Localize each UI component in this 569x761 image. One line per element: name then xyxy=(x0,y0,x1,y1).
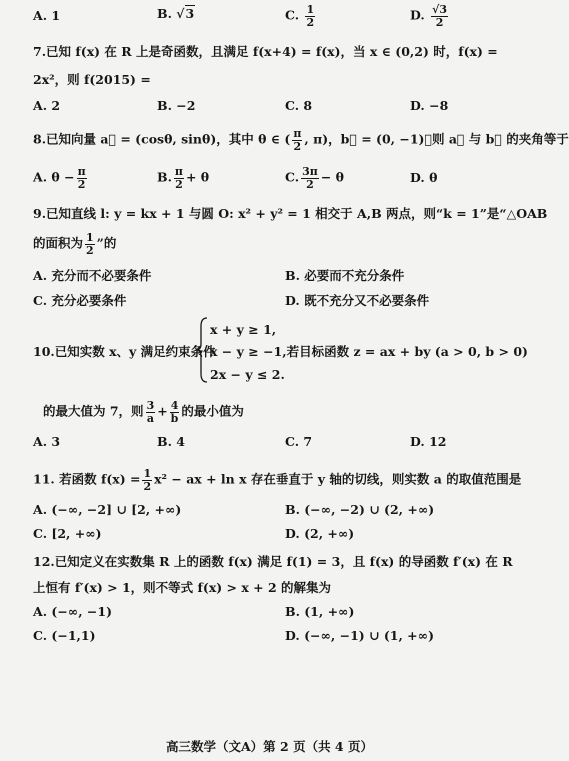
q6-option-d-fraction xyxy=(431,4,448,28)
q6-option-b-radicand: 3 xyxy=(185,6,195,21)
q8-option-a-pre: A. θ − xyxy=(33,169,75,185)
q12-option-c: C. (−1,1) xyxy=(33,628,96,643)
q9-stem-line2 xyxy=(33,232,116,256)
q11-option-b: B. (−∞, −2) ∪ (2, +∞) xyxy=(285,502,435,517)
q6-option-d xyxy=(410,4,450,28)
q10-stem-line4 xyxy=(43,400,244,424)
q11-stem xyxy=(33,468,521,492)
q8-option-b-num: π xyxy=(174,165,183,178)
q10-option-d: D. 12 xyxy=(410,434,447,449)
q8-option-c-post: − θ xyxy=(320,169,344,185)
q11-option-a: A. (−∞, −2] ∪ [2, +∞) xyxy=(33,502,182,517)
q8-option-a-fraction xyxy=(77,166,87,190)
q8-option-a xyxy=(33,166,89,190)
q10-fraction-1-num: 3 xyxy=(146,399,155,412)
q9-stem-fraction xyxy=(85,232,95,256)
q8-stem-den: 2 xyxy=(293,139,302,153)
q6-option-d-den: 2 xyxy=(435,15,444,29)
q6-option-c xyxy=(285,4,317,28)
q9-stem-den: 2 xyxy=(86,243,94,257)
q6-option-d-num: √3 xyxy=(432,3,447,16)
q11-stem-num: 1 xyxy=(143,467,152,480)
q10-stem-line4-pre: 的最大值为 7，则 xyxy=(43,403,144,419)
q6-option-c-den: 2 xyxy=(306,15,315,29)
q6-option-c-label: C. xyxy=(285,7,300,23)
q10-fraction-2 xyxy=(170,400,180,424)
q10-constraint-2: x − y ≥ −1,若目标函数 z = ax + by (a > 0, b > 0) xyxy=(210,344,528,359)
q10-constraint-3: 2x − y ≤ 2. xyxy=(210,367,285,382)
q9-stem-line1: 9.已知直线 l: y = kx + 1 与圆 O: x² + y² = 1 相交于 A,B 两点，则“k = 1”是“△OAB xyxy=(33,206,548,221)
q6-option-c-fraction xyxy=(305,4,315,28)
q7-option-b: B. −2 xyxy=(157,98,196,113)
q7-option-a: A. 2 xyxy=(33,98,61,113)
q9-option-b: B. 必要而不充分条件 xyxy=(285,268,405,283)
q8-option-c-den: 2 xyxy=(306,177,314,191)
q10-stem-pre: 10.已知实数 x、y 满足约束条件 xyxy=(33,344,216,359)
q8-option-c-num: 3π xyxy=(302,165,318,178)
q7-stem-line2: 2x²，则 f(2015) = xyxy=(33,72,151,87)
q6-option-b-label: B. xyxy=(157,6,172,21)
q10-fraction-2-num: 4 xyxy=(170,399,179,412)
q11-option-d: D. (2, +∞) xyxy=(285,526,355,541)
q8-option-d: D. θ xyxy=(410,170,438,185)
q10-fraction-1-den: a xyxy=(146,411,154,425)
q9-option-a: A. 充分而不必要条件 xyxy=(33,268,152,283)
q8-option-a-den: 2 xyxy=(77,177,86,191)
q10-option-a: A. 3 xyxy=(33,434,61,449)
q9-stem-line2-post: ”的 xyxy=(96,235,117,251)
q8-option-c-pre: C. xyxy=(285,169,300,185)
q9-option-d: D. 既不充分又不必要条件 xyxy=(285,293,430,308)
q8-option-a-num: π xyxy=(77,165,86,178)
q8-stem-num: π xyxy=(293,127,302,140)
q8-option-c-fraction xyxy=(301,166,319,190)
q9-option-c: C. 充分必要条件 xyxy=(33,293,127,308)
sqrt-symbol: √3 xyxy=(176,6,195,21)
q12-option-a: A. (−∞, −1) xyxy=(33,604,112,619)
q7-option-d: D. −8 xyxy=(410,98,449,113)
q6-option-c-num: 1 xyxy=(306,3,315,16)
q11-stem-post: x² − ax + ln x 存在垂直于 y 轴的切线，则实数 a 的取值范围是 xyxy=(154,471,522,487)
page-footer: 高三数学（文A）第 2 页（共 4 页） xyxy=(165,739,373,754)
q10-constraint-1: x + y ≥ 1, xyxy=(210,322,277,337)
q10-stem-line4-post: 的最小值为 xyxy=(181,403,244,419)
q12-stem-line2: 上恒有 f′(x) > 1，则不等式 f(x) > x + 2 的解集为 xyxy=(33,580,332,595)
q8-option-b-pre: B. xyxy=(157,169,172,185)
q11-stem-den: 2 xyxy=(143,479,152,493)
q9-stem-line2-pre: 的面积为 xyxy=(33,235,84,251)
q10-fraction-1 xyxy=(146,400,156,424)
q8-option-c xyxy=(285,166,344,190)
q12-option-b: B. (1, +∞) xyxy=(285,604,355,619)
q7-stem-line1: 7.已知 f(x) 在 R 上是奇函数，且满足 f(x+4) = f(x)，当 x ∈ (0,2) 时，f(x) = xyxy=(33,44,498,59)
q10-fraction-2-den: b xyxy=(170,411,179,425)
q10-option-b: B. 4 xyxy=(157,434,185,449)
q11-option-c: C. [2, +∞) xyxy=(33,526,102,541)
q12-option-d: D. (−∞, −1) ∪ (1, +∞) xyxy=(285,628,434,643)
q8-option-b xyxy=(157,166,209,190)
q8-stem-post: , π)，b⃗ = (0, −1)，则 a⃗ 与 b⃗ 的夹角等于 xyxy=(304,131,569,147)
q10-option-c: C. 7 xyxy=(285,434,313,449)
q8-option-b-post: + θ xyxy=(185,169,210,185)
q8-stem-pre: 8.已知向量 a⃗ = (cosθ, sinθ)，其中 θ ∈ ( xyxy=(33,131,291,147)
q10-plus: + xyxy=(157,403,168,419)
q6-option-b xyxy=(157,8,195,21)
q6-option-d-radicand: 3 xyxy=(439,3,447,16)
q11-stem-pre: 11. 若函数 f(x) = xyxy=(33,471,141,487)
q8-stem-fraction xyxy=(292,128,302,152)
q6-option-a: A. 1 xyxy=(33,8,61,23)
q12-stem-line1: 12.已知定义在实数集 R 上的函数 f(x) 满足 f(1) = 3，且 f(x) 的导函数 f′(x) 在 R xyxy=(33,554,513,569)
q11-stem-fraction xyxy=(142,468,152,492)
q8-option-b-fraction xyxy=(174,166,184,190)
q6-option-d-label: D. xyxy=(410,7,425,23)
q8-option-b-den: 2 xyxy=(175,177,183,191)
q9-stem-num: 1 xyxy=(86,231,94,244)
q8-stem xyxy=(33,128,569,152)
q7-option-c: C. 8 xyxy=(285,98,313,113)
